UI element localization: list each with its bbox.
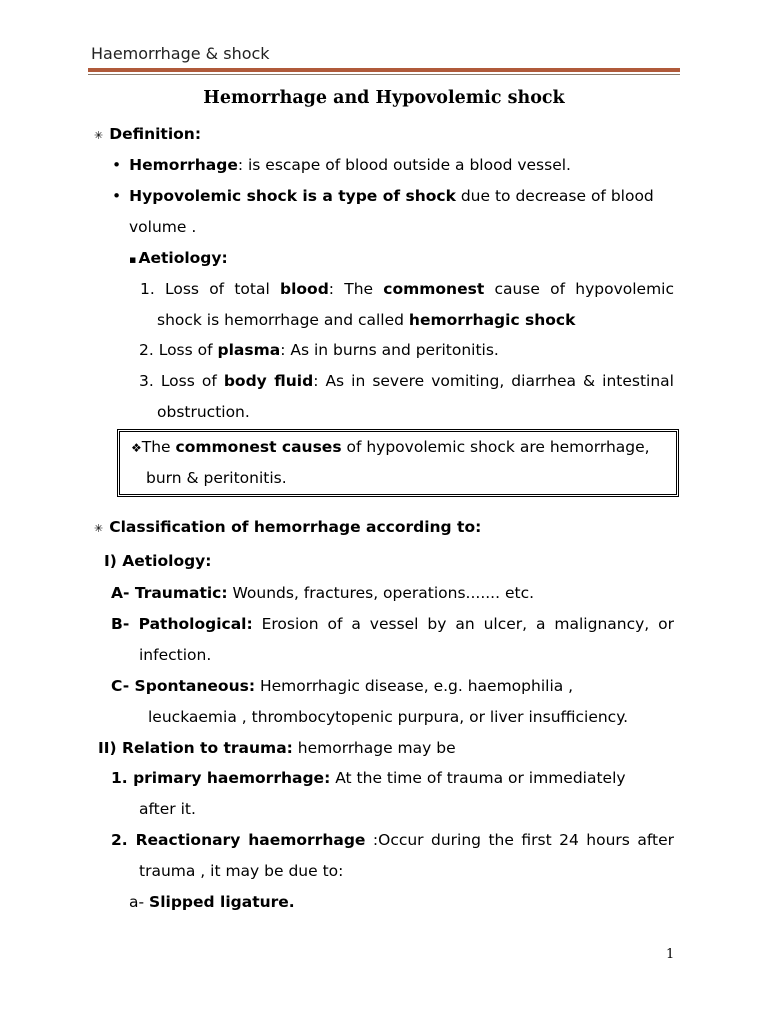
header-rule-thick [88, 68, 680, 72]
aetiology-item-3-cont: obstruction. [157, 403, 250, 421]
definition-heading: ✳ Definition: [94, 124, 201, 146]
bullet-icon: • [112, 187, 122, 205]
aetiology-item-3: 3. Loss of body fluid: As in severe vomiting, diarrhea & intestinal [139, 372, 674, 390]
diamond-icon: ❖ [131, 441, 142, 455]
classification-spontaneous-cont: leuckaemia , thrombocytopenic purpura, or liver insufficiency. [148, 708, 629, 726]
classification-pathological-cont: infection. [139, 646, 212, 664]
callout-text-cont: burn & peritonitis. [146, 469, 287, 487]
square-bullet-icon: ▪ [129, 253, 137, 266]
aetiology-heading: ▪ Aetiology: [129, 248, 228, 270]
asterisk-icon: ✳ [94, 129, 104, 142]
classification-spontaneous: C- Spontaneous: Hemorrhagic disease, e.g. haemophilia , [111, 677, 574, 695]
classification-primary-cont: after it. [139, 800, 196, 818]
classification-heading: ✳ Classification of hemorrhage according to: [94, 517, 481, 539]
bullet-icon: • [112, 156, 122, 174]
aetiology-item-1-cont: shock is hemorrhage and called hemorrhagic shock [157, 311, 576, 329]
running-header: Haemorrhage & shock [91, 44, 270, 63]
aetiology-item-2: 2. Loss of plasma: As in burns and peritonitis. [139, 341, 499, 359]
definition-hypovolemic: • Hypovolemic shock is a type of shock due to decrease of blood [112, 187, 654, 205]
definition-hypovolemic-cont: volume . [129, 218, 197, 236]
classification-primary: 1. primary haemorrhage: At the time of trauma or immediately [111, 769, 626, 787]
classification-slipped-ligature: a- Slipped ligature. [129, 893, 295, 911]
header-rule-thin [88, 74, 680, 75]
classification-trauma-heading: II) Relation to trauma: hemorrhage may be [98, 739, 456, 757]
classification-pathological: B- Pathological: Erosion of a vessel by an ulcer, a malignancy, or [111, 615, 675, 633]
definition-hemorrhage: • Hemorrhage: is escape of blood outside a blood vessel. [112, 156, 571, 174]
classification-aetiology-heading: I) Aetiology: [104, 552, 212, 570]
page-number: 1 [666, 947, 675, 962]
classification-reactionary-cont: trauma , it may be due to: [139, 862, 344, 880]
classification-traumatic: A- Traumatic: Wounds, fractures, operations....... etc. [111, 584, 535, 602]
aetiology-item-1: 1. Loss of total blood: The commonest cause of hypovolemic [140, 280, 674, 298]
document-title: Hemorrhage and Hypovolemic shock [203, 88, 565, 108]
asterisk-icon: ✳ [94, 522, 104, 535]
callout-text: ❖The commonest causes of hypovolemic shock are hemorrhage, [131, 438, 650, 456]
classification-reactionary: 2. Reactionary haemorrhage :Occur during the first 24 hours after [111, 831, 674, 849]
